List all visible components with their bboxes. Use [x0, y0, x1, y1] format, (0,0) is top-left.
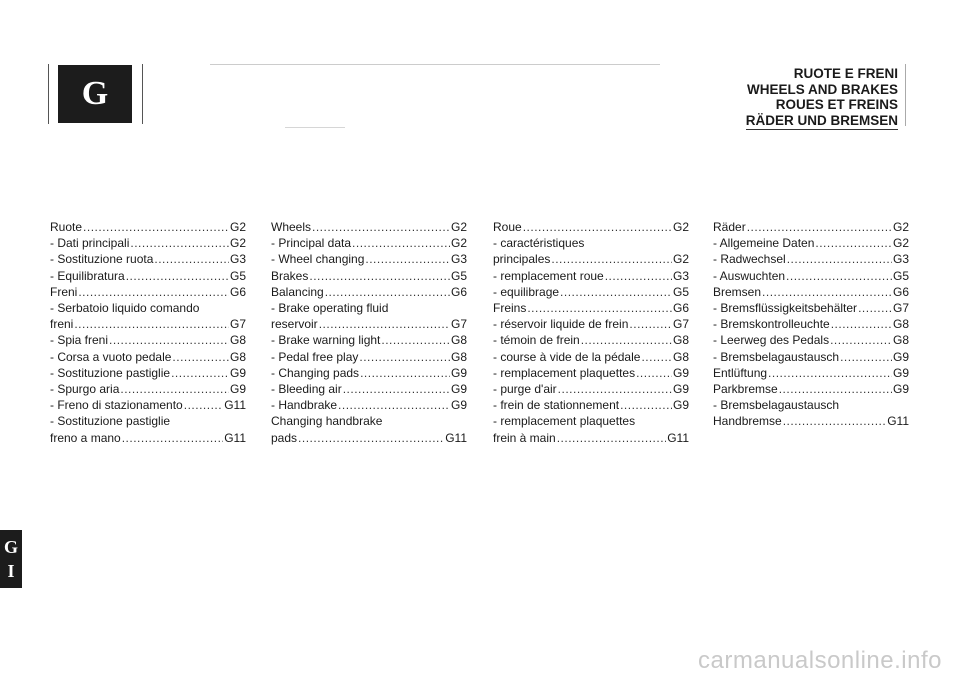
index-entry-page: G11 [224, 430, 246, 445]
index-entry [50, 332, 246, 348]
index-entry-title: - Wheel changing [271, 252, 365, 267]
index-entry-title: - Freno di stazionamento [50, 398, 183, 413]
leader-dots [830, 332, 892, 348]
index-entry-title: - réservoir liquide de frein [493, 317, 629, 332]
chapter-letter: G [81, 75, 109, 112]
index-entry [713, 316, 909, 332]
index-entry-title: - Leerweg des Pedals [713, 333, 830, 348]
index-entry [493, 430, 689, 446]
index-entry [271, 235, 467, 251]
index-entry-page: G8 [450, 333, 467, 348]
index-entry-title: - Handbrake [271, 398, 338, 413]
leader-dots [130, 235, 229, 251]
index-entry-page: G6 [892, 284, 909, 299]
index-entry-title: - Corsa a vuoto pedale [50, 349, 172, 364]
leader-dots [184, 397, 223, 413]
index-entry-title: principales [493, 252, 551, 267]
index-entry [271, 300, 467, 316]
leader-dots [787, 251, 892, 267]
section-header [746, 66, 898, 130]
index-entry [713, 268, 909, 284]
index-entry-title: - remplacement roue [493, 268, 604, 283]
index-entry [493, 332, 689, 348]
index-entry-title: Handbremse [713, 414, 782, 429]
leader-dots [83, 219, 229, 235]
index-entry-title: - Sostituzione pastiglie [50, 414, 171, 429]
leader-dots [325, 284, 450, 300]
index-entry [713, 365, 909, 381]
index-entry [493, 397, 689, 413]
index-entry-title: - purge d'air [493, 382, 557, 397]
index-entry-title: - Principal data [271, 236, 352, 251]
index-entry-title: pads [271, 430, 298, 445]
top-rule-short [285, 127, 345, 128]
index-entry [50, 300, 246, 316]
index-entry-title: - Bremsbelagaustausch [713, 349, 840, 364]
leader-dots [560, 284, 672, 300]
index-entry [713, 397, 909, 413]
index-entry-page: G7 [450, 317, 467, 332]
index-entry [713, 381, 909, 397]
index-entry-page: G5 [450, 268, 467, 283]
index-entry-page: G8 [892, 333, 909, 348]
leader-dots [352, 235, 450, 251]
index-entry-title: Freins [493, 301, 527, 316]
index-entry-page: G9 [229, 365, 246, 380]
index-entry-page: G6 [450, 284, 467, 299]
index-entry-page: G8 [229, 349, 246, 364]
index-entry [271, 284, 467, 300]
index-entry [271, 332, 467, 348]
chapter-letter-box [58, 65, 132, 123]
index-entry-page: G8 [892, 317, 909, 332]
index-entry-page: G8 [229, 333, 246, 348]
leader-dots [858, 300, 892, 316]
index-entry-title: Wheels [271, 220, 312, 234]
index-entry-page: G7 [229, 317, 246, 332]
chapter-frame-right [142, 64, 143, 124]
index-entry [50, 349, 246, 365]
index-entry-title: frein à main [493, 430, 556, 445]
header-title-en: WHEELS AND BRAKES [746, 81, 898, 97]
top-rule [210, 64, 660, 65]
index-entry-page: G5 [892, 268, 909, 283]
index-entry [50, 235, 246, 251]
index-entry-title: - equilibrage [493, 284, 560, 299]
index-entry [50, 219, 246, 235]
index-entry [50, 397, 246, 413]
index-entry [50, 365, 246, 381]
leader-dots [309, 268, 450, 284]
index-entry [493, 251, 689, 267]
index-entry-page: G6 [229, 284, 246, 299]
index-column-french [493, 219, 689, 446]
leader-dots [815, 235, 892, 251]
index-entry-title: - Spia freni [50, 333, 109, 348]
index-entry [271, 413, 467, 429]
index-entry-page: G9 [450, 365, 467, 380]
index-entry-title: - remplacement plaquettes [493, 365, 636, 380]
index-entry-page: G9 [450, 398, 467, 413]
index-entry-title: - Bleeding air [271, 382, 342, 397]
index-entry-title: - Bremskontrolleuchte [713, 317, 830, 332]
index-entry-title: Brakes [271, 268, 309, 283]
leader-dots [840, 349, 892, 365]
index-entry-page: G11 [887, 414, 909, 429]
index-entry-title: - caractéristiques [493, 236, 585, 251]
leader-dots [365, 251, 450, 267]
index-entry-title: - Changing pads [271, 365, 360, 380]
leader-dots [523, 219, 672, 235]
index-entry [713, 413, 909, 429]
index-entry [493, 365, 689, 381]
index-entry [493, 300, 689, 316]
leader-dots [298, 430, 444, 446]
index-entry-page: G2 [450, 236, 467, 251]
index-entry-page: G2 [229, 236, 246, 251]
leader-dots [629, 316, 672, 332]
index-entry [493, 235, 689, 251]
index-entry-page: G9 [892, 349, 909, 364]
index-entry-page: G9 [229, 382, 246, 397]
leader-dots [786, 268, 892, 284]
leader-dots [557, 430, 667, 446]
index-entry-title: - Brake operating fluid [271, 301, 389, 316]
header-title-de: RÄDER UND BREMSEN [746, 113, 898, 131]
index-entry-title: Entlüftung [713, 365, 768, 380]
index-entry-page: G8 [450, 349, 467, 364]
index-entry [50, 381, 246, 397]
index-entry-title: Bremsen [713, 284, 762, 299]
index-entry-page: G3 [450, 252, 467, 267]
leader-dots [109, 332, 229, 348]
index-entry [493, 381, 689, 397]
index-entry [271, 365, 467, 381]
index-entry-title: Freni [50, 284, 78, 299]
index-entry-title: - témoin de frein [493, 333, 580, 348]
index-entry-page: G8 [672, 349, 689, 364]
leader-dots [636, 365, 672, 381]
leader-dots [312, 219, 450, 235]
index-entry-page: G2 [672, 252, 689, 267]
index-entry-title: reservoir [271, 317, 318, 332]
index-column-german [713, 219, 909, 430]
index-entry [271, 381, 467, 397]
index-entry-title: - Auswuchten [713, 268, 786, 283]
leader-dots [551, 251, 672, 267]
leader-dots [605, 268, 672, 284]
index-entry-page: G2 [892, 220, 909, 234]
leader-dots [360, 365, 450, 381]
index-entry-title: - Brake warning light [271, 333, 381, 348]
leader-dots [779, 381, 892, 397]
index-entry [50, 268, 246, 284]
index-entry-page: G3 [672, 268, 689, 283]
index-entry [271, 430, 467, 446]
index-entry-page: G3 [892, 252, 909, 267]
index-entry [271, 268, 467, 284]
index-entry-page: G2 [892, 236, 909, 251]
leader-dots [319, 316, 450, 332]
index-entry-title: - Bremsbelagaustausch [713, 398, 840, 413]
index-entry-title: - Pedal free play [271, 349, 359, 364]
leader-dots [581, 332, 672, 348]
index-entry-page: G2 [229, 220, 246, 234]
index-entry-title: - Radwechsel [713, 252, 786, 267]
index-entry-page: G11 [224, 398, 246, 413]
index-entry [493, 316, 689, 332]
leader-dots [558, 381, 672, 397]
leader-dots [78, 284, 229, 300]
leader-dots [831, 316, 892, 332]
index-entry-title: - Bremsflüssigkeitsbehälter [713, 301, 858, 316]
index-entry-page: G9 [672, 382, 689, 397]
index-entry-title: Changing handbrake [271, 414, 383, 429]
index-entry-page: G7 [892, 301, 909, 316]
index-entry [271, 316, 467, 332]
index-entry-page: G2 [450, 220, 467, 234]
leader-dots [747, 219, 892, 235]
index-entry [713, 349, 909, 365]
index-entry-page: G9 [450, 382, 467, 397]
index-entry [493, 349, 689, 365]
index-entry-page: G8 [672, 333, 689, 348]
index-entry-title: Parkbremse [713, 382, 778, 397]
index-entry [271, 349, 467, 365]
index-entry [271, 251, 467, 267]
index-entry [713, 300, 909, 316]
index-entry [50, 413, 246, 429]
leader-dots [620, 397, 672, 413]
index-entry-page: G5 [229, 268, 246, 283]
index-entry-title: - Equilibratura [50, 268, 125, 283]
index-entry-page: G11 [667, 430, 689, 445]
index-entry-page: G7 [672, 317, 689, 332]
index-entry-title: freni [50, 317, 74, 332]
index-entry [50, 284, 246, 300]
index-entry-title: Ruote [50, 220, 83, 234]
index-entry-page: G3 [229, 252, 246, 267]
index-entry [50, 316, 246, 332]
index-entry [493, 219, 689, 235]
index-entry-page: G2 [672, 220, 689, 234]
leader-dots [122, 430, 223, 446]
index-entry-title: Räder [713, 220, 746, 234]
index-entry [271, 219, 467, 235]
index-entry [493, 268, 689, 284]
index-entry-page: G6 [672, 301, 689, 316]
leader-dots [768, 365, 892, 381]
index-entry-page: G5 [672, 284, 689, 299]
leader-dots [154, 251, 229, 267]
side-tab-letter-1: G [3, 537, 18, 557]
index-entry-page: G9 [892, 382, 909, 397]
index-entry [713, 235, 909, 251]
index-entry-title: - remplacement plaquettes [493, 414, 636, 429]
index-entry [493, 284, 689, 300]
leader-dots [338, 397, 450, 413]
index-entry-title: - Dati principali [50, 236, 130, 251]
side-tab-letter-2: I [7, 561, 15, 581]
index-column-italian [50, 219, 246, 446]
leader-dots [641, 349, 672, 365]
leader-dots [343, 381, 450, 397]
header-title-fr: ROUES ET FREINS [775, 97, 898, 112]
index-entry-page: G11 [445, 430, 467, 445]
index-entry [50, 251, 246, 267]
index-column-english [271, 219, 467, 446]
index-entry [50, 430, 246, 446]
index-entry-page: G9 [672, 398, 689, 413]
index-entry-title: Balancing [271, 284, 324, 299]
header-frame-right [905, 64, 906, 126]
index-entry [493, 413, 689, 429]
leader-dots [172, 349, 229, 365]
leader-dots [171, 365, 229, 381]
index-entry-title: - Sostituzione pastiglie [50, 365, 171, 380]
leader-dots [381, 332, 450, 348]
index-entry-title: Roue [493, 220, 522, 234]
index-entry-page: G9 [672, 365, 689, 380]
chapter-frame-left [48, 64, 49, 124]
index-entry-page: G9 [892, 365, 909, 380]
leader-dots [527, 300, 672, 316]
leader-dots [126, 268, 229, 284]
index-entry-title: - Allgemeine Daten [713, 236, 815, 251]
index-entry [271, 397, 467, 413]
index-entry [713, 284, 909, 300]
leader-dots [783, 413, 887, 429]
index-entry [713, 332, 909, 348]
leader-dots [120, 381, 229, 397]
index-entry [713, 219, 909, 235]
index-entry-title: - Serbatoio liquido comando [50, 301, 200, 316]
index-entry-title: freno a mano [50, 430, 121, 445]
watermark: carmanualsonline.info [698, 647, 942, 674]
leader-dots [74, 316, 229, 332]
index-entry-title: - frein de stationnement [493, 398, 620, 413]
index-entry-title: - Spurgo aria [50, 382, 120, 397]
section-side-tab [0, 530, 22, 588]
header-title-it: RUOTE E FRENI [793, 66, 898, 81]
index-entry-title: - course à vide de la pédale [493, 349, 641, 364]
index-entry-title: - Sostituzione ruota [50, 252, 154, 267]
leader-dots [359, 349, 450, 365]
leader-dots [762, 284, 892, 300]
index-entry [713, 251, 909, 267]
